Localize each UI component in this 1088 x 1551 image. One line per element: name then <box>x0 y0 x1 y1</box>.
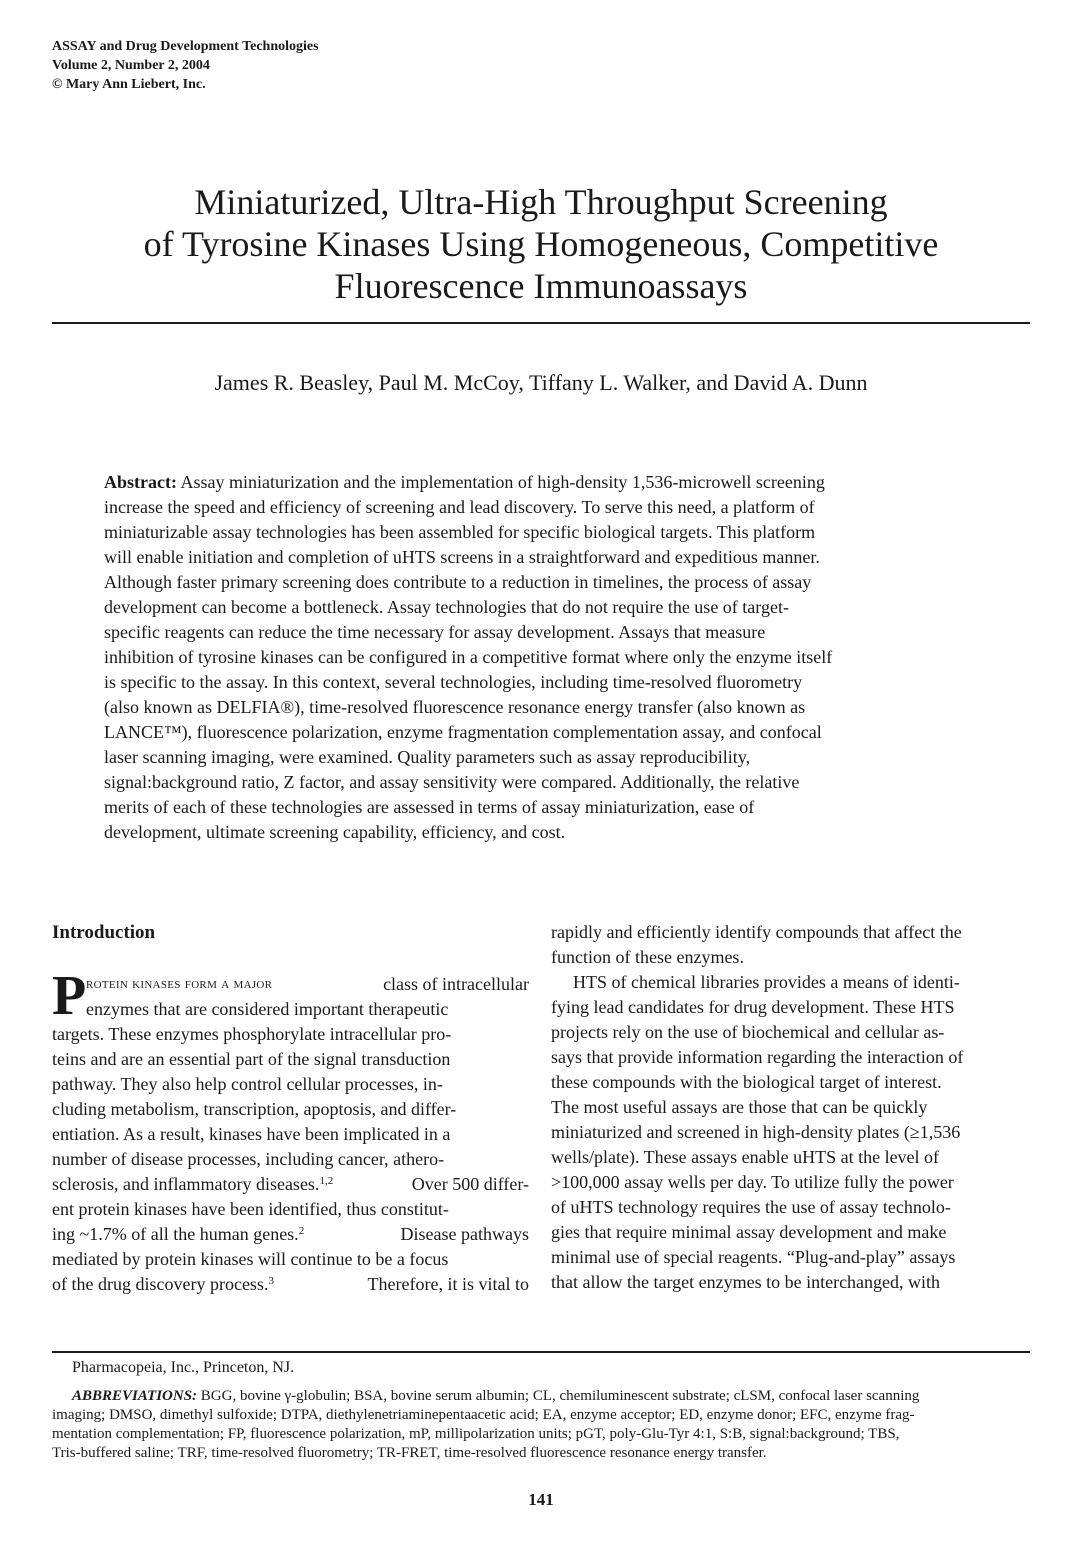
abstract-line: inhibition of tyrosine kinases can be configured in a competitive format where only the enzyme itself <box>104 647 833 667</box>
journal-name: ASSAY and Drug Development Technologies <box>52 39 319 54</box>
text-line: number of disease processes, including cancer, athero- <box>52 1149 445 1169</box>
body-column-right <box>551 920 1028 1295</box>
citation-ref: 2 <box>298 1225 305 1237</box>
text-line: miniaturized and screened in high-density plates (≥1,536 <box>551 1122 961 1142</box>
title-line: of Tyrosine Kinases Using Homogeneous, Competitive <box>143 224 939 264</box>
text-line: minimal use of special reagents. “Plug-and-play” assays <box>551 1247 956 1267</box>
title-line: Miniaturized, Ultra-High Throughput Screening <box>194 182 888 222</box>
text-line: fying lead candidates for drug development. These HTS <box>551 997 955 1017</box>
text-line: ing ~1.7% of all the human genes.$^2$ Disease pathways <box>52 1224 529 1244</box>
title-line: Fluorescence Immunoassays <box>334 266 748 306</box>
text-line: teins and are an essential part of the signal transduction <box>52 1049 451 1069</box>
text-line: entiation. As a result, kinases have been implicated in a <box>52 1124 451 1144</box>
footnote-rule <box>52 1351 1030 1353</box>
text-line: >100,000 assay wells per day. To utilize fully the power <box>551 1172 954 1192</box>
text-line: projects rely on the use of biochemical and cellular as- <box>551 1022 945 1042</box>
text-line: that allow the target enzymes to be interchanged, with <box>551 1272 941 1292</box>
intro-paragraph <box>52 965 529 1297</box>
author-list: James R. Beasley, Paul M. McCoy, Tiffany L. Walker, and David A. Dunn <box>214 370 868 395</box>
text-line: targets. These enzymes phosphorylate intracellular pro- <box>52 1024 452 1044</box>
abstract-line: specific reagents can reduce the time necessary for assay development. Assays that measure <box>104 622 766 642</box>
abstract-line: LANCE™), fluorescence polarization, enzyme fragmentation complementation assay, and confocal <box>104 722 822 742</box>
text-line: rotein kinases form a major class of intracellular <box>52 972 529 997</box>
text-line: ent protein kinases have been identified, thus constitut- <box>52 1199 449 1219</box>
citation-ref: 1,2 <box>319 1175 334 1187</box>
text-line: The most useful assays are those that can be quickly <box>551 1097 928 1117</box>
page-number: 141 <box>528 1490 554 1509</box>
text-line: pathway. They also help control cellular processes, in- <box>52 1074 443 1094</box>
citation-ref: 3 <box>268 1275 274 1287</box>
abstract-label: Abstract: <box>104 472 177 492</box>
abstract-line: signal:background ratio, Z factor, and assay sensitivity were compared. Additionally, the relative <box>104 772 800 792</box>
text-line: ABBREVIATIONS: BGG, bovine γ-globulin; BSA, bovine serum albumin; CL, chemiluminescent substrate; cLSM, confocal laser scanning <box>72 1388 920 1404</box>
text-line: cluding metabolism, transcription, apoptosis, and differ- <box>52 1099 457 1119</box>
abstract <box>104 470 984 845</box>
abbreviations-footnote <box>52 1387 1030 1463</box>
abstract-line: development, ultimate screening capability, efficiency, and cost. <box>104 822 566 842</box>
text-line: enzymes that are considered important therapeutic <box>86 999 449 1019</box>
text-line: rapidly and efficiently identify compounds that affect the <box>551 922 962 942</box>
abstract-line: miniaturizable assay technologies has been assembled for specific biological targets. This platform <box>104 522 816 542</box>
smallcaps-lead: rotein kinases form a major <box>86 976 273 992</box>
text-line: Tris-buffered saline; TRF, time-resolved fluorometry; TR-FRET, time-resolved fluorescence resonance energy transfer. <box>52 1445 767 1461</box>
text-line: gies that require minimal assay development and make <box>551 1222 947 1242</box>
article-title <box>52 181 1030 307</box>
title-rule <box>52 322 1030 324</box>
abstract-line: Abstract: Assay miniaturization and the implementation of high-density 1,536-microwell screening <box>104 472 825 492</box>
section-heading: Introduction <box>52 922 156 943</box>
abstract-line: increase the speed and efficiency of screening and lead discovery. To serve this need, a platform of <box>104 497 815 517</box>
abstract-line: development can become a bottleneck. Assay technologies that do not require the use of target- <box>104 597 789 617</box>
text-line: HTS of chemical libraries provides a means of identi- <box>573 972 960 992</box>
text-line: sclerosis, and inflammatory diseases.$^{1,2}$ Over 500 differ- <box>52 1174 529 1194</box>
text-line: these compounds with the biological target of interest. <box>551 1072 942 1092</box>
abstract-line: merits of each of these technologies are assessed in terms of assay miniaturization, ease of <box>104 797 755 817</box>
abstract-line: is specific to the assay. In this context, several technologies, including time-resolved fluorometry <box>104 672 803 692</box>
abbreviations-label: ABBREVIATIONS: <box>72 1388 198 1404</box>
text-line: of uHTS technology requires the use of assay technolo- <box>551 1197 951 1217</box>
abstract-line: laser scanning imaging, were examined. Quality parameters such as assay reproducibility, <box>104 747 751 767</box>
text-line: wells/plate). These assays enable uHTS at the level of <box>551 1147 940 1167</box>
text-line: mediated by protein kinases will continue to be a focus <box>52 1249 449 1269</box>
affiliation: Pharmacopeia, Inc., Princeton, NJ. <box>72 1359 295 1376</box>
text-line: says that provide information regarding the interaction of <box>551 1047 964 1067</box>
journal-volume: Volume 2, Number 2, 2004 <box>52 58 210 73</box>
abstract-line: (also known as DELFIA®), time-resolved fluorescence resonance energy transfer (also known as <box>104 697 806 717</box>
abstract-line: Although faster primary screening does contribute to a reduction in timelines, the process of assay <box>104 572 812 592</box>
text-line: function of these enzymes. <box>551 947 744 967</box>
text-line: mentation complementation; FP, fluorescence polarization, mP, millipolarization units; pGT, poly-Glu-Tyr 4:1, S:B, signal:background; TBS, <box>52 1426 900 1442</box>
journal-copyright: © Mary Ann Liebert, Inc. <box>52 77 206 92</box>
journal-header <box>52 37 319 94</box>
text-line: of the drug discovery process.$^3$ Therefore, it is vital to <box>52 1274 529 1294</box>
drop-cap: P <box>52 965 87 1027</box>
body-column-left <box>52 920 529 1297</box>
abstract-line: will enable initiation and completion of uHTS screens in a straightforward and expeditious manner. <box>104 547 820 567</box>
text-line: imaging; DMSO, dimethyl sulfoxide; DTPA, diethylenetriaminepentaacetic acid; EA, enzyme acceptor; ED, enzyme donor; EFC, enzyme frag- <box>52 1407 915 1423</box>
